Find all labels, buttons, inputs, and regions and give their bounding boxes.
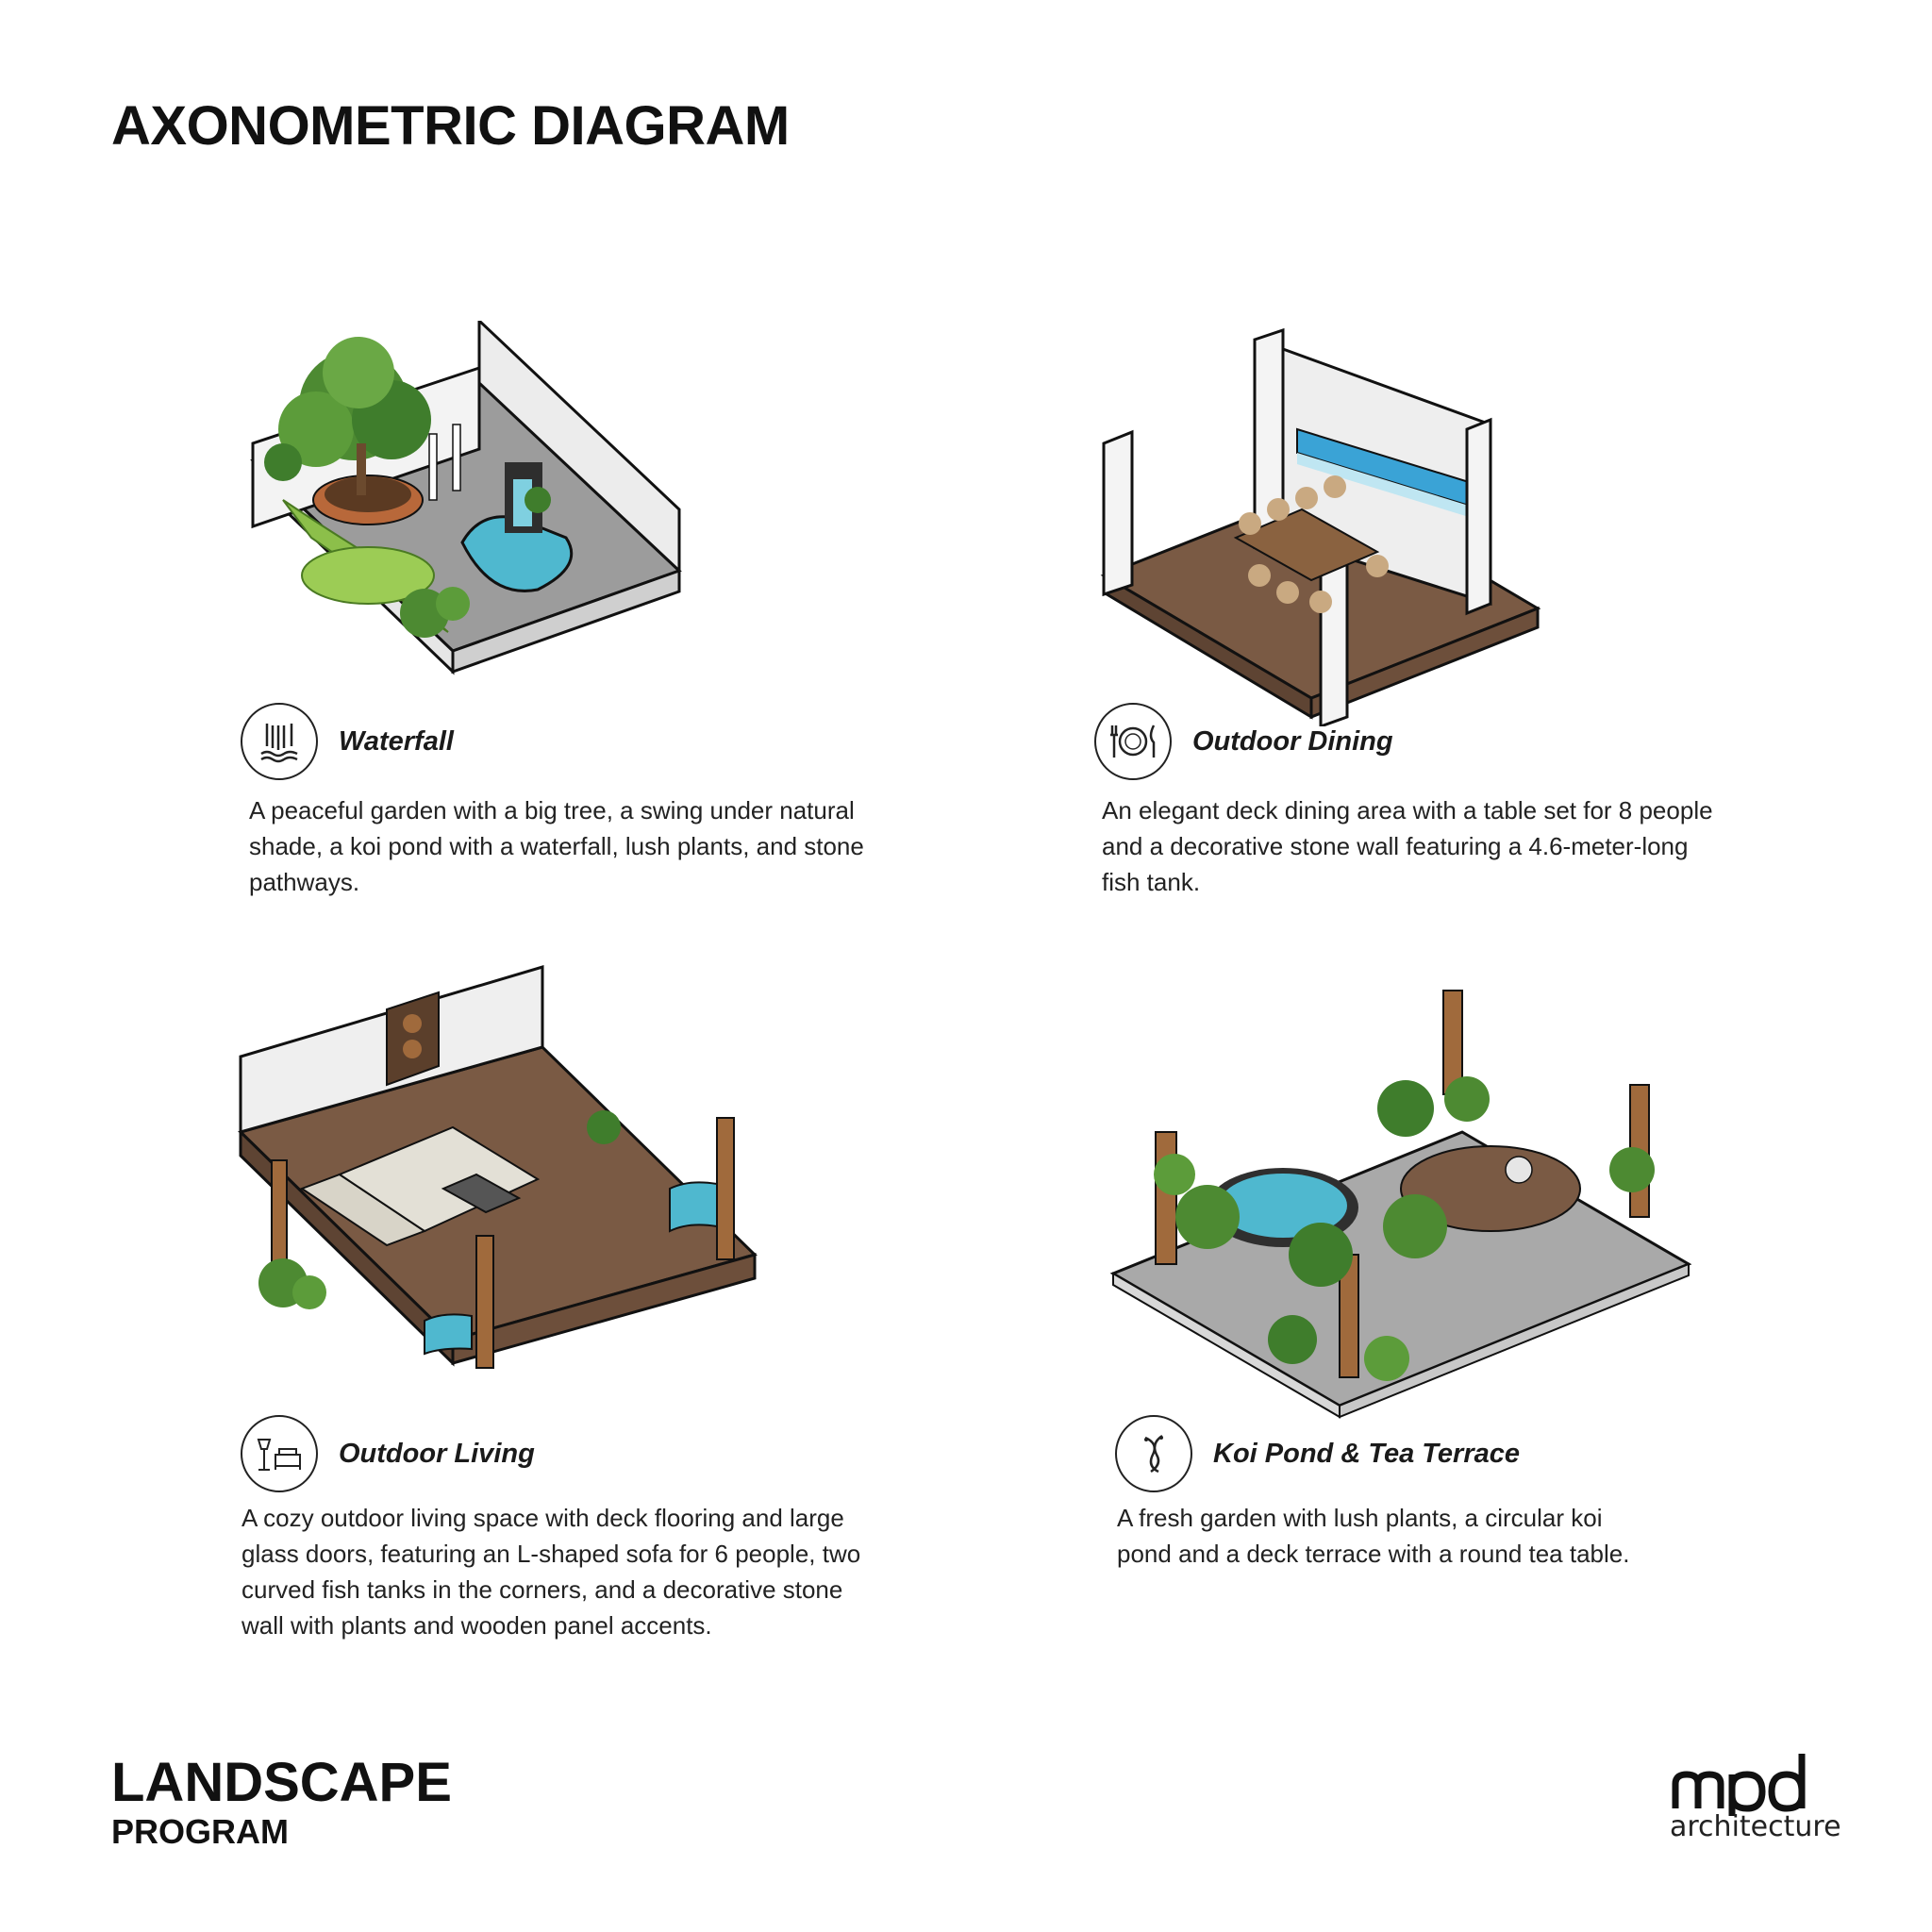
description-line: and a decorative stone wall featuring a 4.6-meter-long [1102, 832, 1689, 860]
description-line: pond and a deck terrace with a round tea table. [1117, 1540, 1630, 1568]
dining-title: Outdoor Dining [1192, 725, 1393, 757]
koi-description [1117, 1500, 1629, 1572]
footer-title-line2: PROGRAM [111, 1812, 289, 1851]
living-heading [241, 1415, 535, 1492]
description-line: A peaceful garden with a big tree, a swing under natural [249, 796, 855, 824]
waterfall-title: Waterfall [339, 725, 454, 757]
panel-koi [1104, 943, 1840, 1568]
koi-title: Koi Pond & Tea Terrace [1213, 1438, 1520, 1469]
waterfall-heading [241, 703, 454, 780]
koi-axonometric-drawing [1104, 943, 1707, 1434]
panel-living [226, 943, 962, 1640]
dining-description [1102, 792, 1713, 900]
waterfall-description [249, 792, 864, 900]
dining-heading [1094, 703, 1393, 780]
lamp-sofa-icon [241, 1415, 318, 1492]
description-line: glass doors, featuring an L-shaped sofa for 6 people, two [242, 1540, 861, 1568]
dining-axonometric-drawing [1094, 321, 1585, 726]
koi-heading [1115, 1415, 1520, 1492]
koi-fish-icon [1115, 1415, 1192, 1492]
plate-cutlery-icon [1094, 703, 1172, 780]
page-title: AXONOMETRIC DIAGRAM [111, 95, 790, 157]
description-line: shade, a koi pond with a waterfall, lush plants, and stone [249, 832, 864, 860]
description-line: curved fish tanks in the corners, and a decorative stone [242, 1575, 843, 1604]
description-line: pathways. [249, 868, 360, 896]
description-line: A cozy outdoor living space with deck flooring and large [242, 1504, 844, 1532]
mpd-logo-mark [1670, 1750, 1840, 1816]
panel-waterfall [226, 321, 962, 906]
logo-wordmark: architecture [1670, 1810, 1841, 1843]
description-line: An elegant deck dining area with a table set for 8 people [1102, 796, 1713, 824]
living-axonometric-drawing [226, 943, 792, 1434]
footer-title [111, 1752, 452, 1853]
waterfall-axonometric-drawing [226, 321, 736, 726]
panel-dining [1094, 321, 1830, 906]
description-line: fish tank. [1102, 868, 1201, 896]
waterfall-icon [241, 703, 318, 780]
description-line: A fresh garden with lush plants, a circular koi [1117, 1504, 1603, 1532]
living-title: Outdoor Living [339, 1438, 535, 1469]
footer-title-line1: LANDSCAPE [111, 1752, 452, 1813]
description-line: wall with plants and wooden panel accents. [242, 1611, 712, 1640]
mpd-architecture-logo [1670, 1750, 1840, 1863]
living-description [242, 1500, 860, 1643]
